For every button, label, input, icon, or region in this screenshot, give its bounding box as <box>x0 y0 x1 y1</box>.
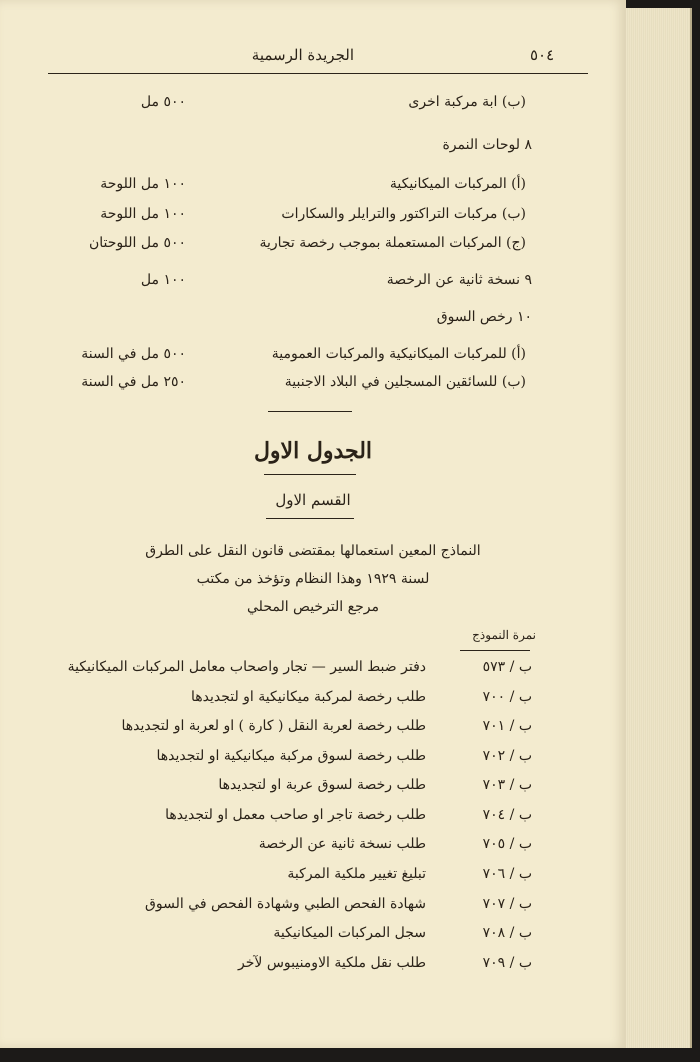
description-line: لسنة ١٩٢٩ وهذا النظام وتؤخذ من مكتب <box>196 571 430 587</box>
form-description: طلب رخصة لعربة النقل ( كارة ) او لعربة او لتجديدها <box>121 718 426 734</box>
fee-item-label: (أ) المركبات الميكانيكية <box>389 176 526 192</box>
form-number: ب / ٧٠٤ <box>482 807 532 823</box>
schedule-description <box>0 537 626 621</box>
form-number: ب / ٧٠٧ <box>482 896 532 912</box>
page-edges <box>624 8 692 1048</box>
form-description: شهادة الفحص الطبي وشهادة الفحص في السوق <box>145 896 426 912</box>
form-number: ب / ٧٠٩ <box>482 955 532 971</box>
form-number: ب / ٧٠٠ <box>482 689 532 705</box>
form-description: طلب رخصة لسوق عربة او لتجديدها <box>218 777 426 793</box>
fee-item-amount: ١٠٠ مل اللوحة <box>100 176 186 192</box>
title-underline <box>264 474 356 475</box>
section-heading: ١٠ رخص السوق <box>436 309 532 325</box>
column-header-rule <box>460 650 530 651</box>
column-header: نمرة النموذج <box>472 628 536 642</box>
schedule-subtitle: القسم الاول <box>275 491 351 509</box>
fee-item-label: (ب) ابة مركبة اخرى <box>408 94 526 110</box>
form-number: ب / ٧٠٥ <box>482 836 532 852</box>
description-line: النماذج المعين استعمالها بمقتضى قانون النقل على الطرق <box>145 543 481 559</box>
form-number: ب / ٧٠٣ <box>482 777 532 793</box>
fee-item-amount: ٥٠٠ مل <box>140 94 186 110</box>
form-description: طلب نسخة ثانية عن الرخصة <box>258 836 426 852</box>
fee-item-label: (ج) المركبات المستعملة بموجب رخصة تجارية <box>259 235 526 251</box>
header-rule <box>48 73 588 74</box>
fee-item-amount: ١٠٠ مل اللوحة <box>100 206 186 222</box>
page-number: ٥٠٤ <box>530 46 555 64</box>
form-number: ب / ٧٠٦ <box>482 866 532 882</box>
section-divider <box>268 411 352 412</box>
section-heading: ٩ نسخة ثانية عن الرخصة <box>386 272 532 288</box>
subtitle-underline <box>266 518 354 519</box>
section-heading: ٨ لوحات النمرة <box>442 137 532 153</box>
fee-item-amount: ١٠٠ مل <box>140 272 186 288</box>
form-description: تبليغ تغيير ملكية المركبة <box>287 866 426 882</box>
fee-item-amount: ٥٠٠ مل اللوحتان <box>88 235 186 251</box>
fee-item-label: (ب) للسائقين المسجلين في البلاد الاجنبية <box>284 374 526 390</box>
form-number: ب / ٧٠٨ <box>482 925 532 941</box>
fee-item-label: (ب) مركبات التراكتور والترايلر والسكارات <box>281 206 526 222</box>
form-description: طلب نقل ملكية الاومنيبوس لآخر <box>238 955 426 971</box>
schedule-title: الجدول الاول <box>253 438 373 464</box>
fee-item-label: (أ) للمركبات الميكانيكية والمركبات العمومية <box>271 346 526 362</box>
form-number: ب / ٧٠٢ <box>482 748 532 764</box>
form-number: ب / ٥٧٣ <box>482 659 532 675</box>
form-description: دفتر ضبط السير — تجار واصحاب معامل المركبات الميكانيكية <box>67 659 426 675</box>
fee-item-amount: ٢٥٠ مل في السنة <box>81 374 186 390</box>
description-line: مرجع الترخيص المحلي <box>247 599 379 615</box>
fee-item-amount: ٥٠٠ مل في السنة <box>81 346 186 362</box>
form-description: طلب رخصة لسوق مركبة ميكانيكية او لتجديدها <box>156 748 426 764</box>
form-description: طلب رخصة تاجر او صاحب معمل او لتجديدها <box>165 807 426 823</box>
form-number: ب / ٧٠١ <box>482 718 532 734</box>
form-description: سجل المركبات الميكانيكية <box>273 925 426 941</box>
form-description: طلب رخصة لمركبة ميكانيكية او لتجديدها <box>190 689 426 705</box>
running-header-title: الجريدة الرسمية <box>251 46 354 64</box>
